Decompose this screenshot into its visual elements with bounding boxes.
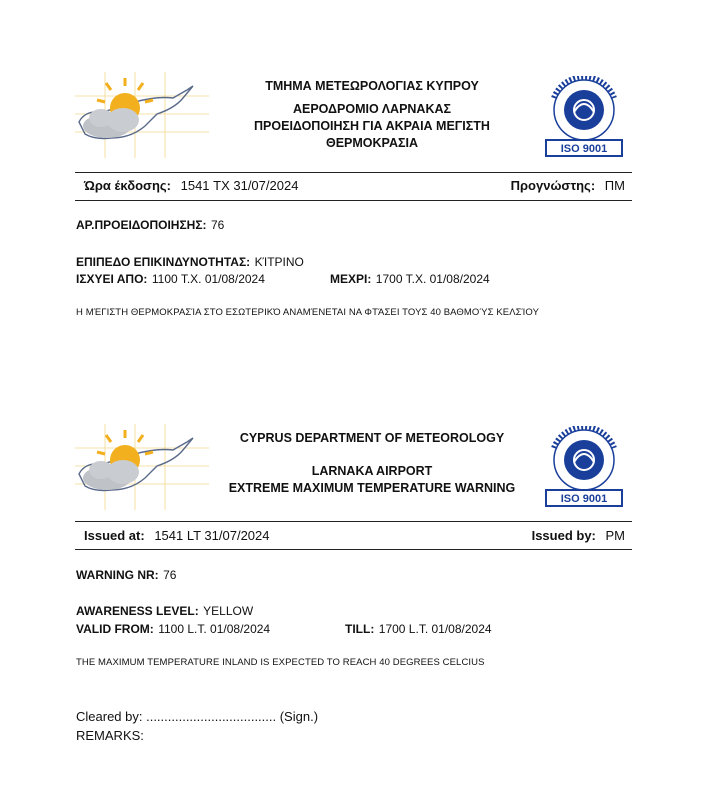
english-level-label: AWARENESS LEVEL: xyxy=(76,604,199,618)
english-header-line3: EXTREME MAXIMUM TEMPERATURE WARNING xyxy=(228,481,516,495)
iso-certification-logo-icon xyxy=(540,426,628,508)
remarks-label: REMARKS: xyxy=(76,728,144,743)
english-warning-label: WARNING NR: xyxy=(76,568,159,582)
cleared-by-line: Cleared by: .................................... (Sign.) xyxy=(76,709,319,724)
english-warning-value: 76 xyxy=(163,568,177,582)
greek-forecaster-value: ΠΜ xyxy=(604,178,625,193)
greek-forecaster-row xyxy=(511,178,625,193)
greek-issued-row xyxy=(84,178,298,193)
english-to-value: 1700 L.T. 01/08/2024 xyxy=(378,622,492,636)
english-from-label: VALID FROM: xyxy=(76,622,154,636)
english-valid-to xyxy=(345,620,492,638)
english-issued-label: Issued at: xyxy=(84,528,145,543)
divider xyxy=(75,200,632,201)
greek-from-label: ΙΣΧΥΕΙ ΑΠΟ: xyxy=(76,272,148,286)
weather-logo-icon xyxy=(75,424,209,510)
english-forecaster-row xyxy=(532,528,625,543)
english-issued-value: 1541 LT 31/07/2024 xyxy=(154,528,270,543)
divider xyxy=(75,172,632,173)
greek-forecaster-label: Προγνώστης: xyxy=(510,178,596,193)
english-header-line2: LARNAKA AIRPORT xyxy=(311,464,433,478)
english-valid-from xyxy=(76,620,270,638)
english-to-label: TILL: xyxy=(345,622,375,636)
greek-issued-value: 1541 TX 31/07/2024 xyxy=(180,178,299,193)
weather-logo-icon xyxy=(75,72,209,158)
greek-warning-label: ΑΡ.ΠΡΟΕΙΔΟΠΟΙΗΣΗΣ: xyxy=(76,218,207,232)
greek-warning-number xyxy=(76,216,224,234)
iso-certification-logo-icon xyxy=(540,76,628,158)
greek-header-line1: ΤΜΗΜΑ ΜΕΤΕΩΡΟΛΟΓΙΑΣ ΚΥΠΡΟΥ xyxy=(265,79,479,93)
english-level-value: YELLOW xyxy=(203,604,254,618)
iso-text: ISO 9001 xyxy=(560,143,608,155)
english-message: THE MAXIMUM TEMPERATURE INLAND IS EXPECTED TO REACH 40 DEGREES CELCIUS xyxy=(76,657,485,668)
greek-to-label: ΜΕΧΡΙ: xyxy=(330,272,372,286)
greek-valid-to xyxy=(330,270,490,288)
english-header xyxy=(212,430,532,497)
greek-from-value: 1100 Τ.Χ. 01/08/2024 xyxy=(151,272,265,286)
greek-header xyxy=(212,78,532,152)
greek-header-line3: ΠΡΟΕΙΔΟΠΟΙΗΣΗ ΓΙΑ ΑΚΡΑΙΑ ΜΕΓΙΣΤΗ xyxy=(254,119,490,133)
greek-message: Η ΜΈΓΙΣΤΗ ΘΕΡΜΟΚΡΑΣΊΑ ΣΤΟ ΕΣΩΤΕΡΙΚΌ ΑΝΑΜΈΝΕΤΑΙ ΝΑ ΦΤΆΣΕΙ ΤΟΥΣ 40 ΒΑΘΜΟΎΣ ΚΕΛΣΊΟΥ xyxy=(76,307,540,318)
english-warning-number xyxy=(76,566,176,584)
greek-header-line4: ΘΕΡΜΟΚΡΑΣΙΑ xyxy=(326,136,418,150)
english-forecaster-value: PM xyxy=(605,528,625,543)
english-header-line1: CYPRUS DEPARTMENT OF METEOROLOGY xyxy=(239,431,505,445)
english-level xyxy=(76,602,253,620)
english-issued-row xyxy=(84,528,270,543)
greek-level xyxy=(76,253,304,271)
greek-level-value: ΚΊΤΡΙΝΟ xyxy=(254,255,304,269)
greek-warning-value: 76 xyxy=(210,218,225,232)
greek-header-line2: ΑΕΡΟΔΡΟΜΙΟ ΛΑΡΝΑΚΑΣ xyxy=(292,102,452,116)
english-from-value: 1100 L.T. 01/08/2024 xyxy=(158,622,271,636)
greek-issued-label: Ώρα έκδοσης: xyxy=(84,178,171,193)
english-forecaster-label: Issued by: xyxy=(531,528,596,543)
iso-text: ISO 9001 xyxy=(560,493,608,505)
greek-to-value: 1700 Τ.Χ. 01/08/2024 xyxy=(375,272,490,286)
greek-level-label: ΕΠΙΠΕΔΟ ΕΠΙΚΙΝΔΥΝΟΤΗΤΑΣ: xyxy=(76,255,251,269)
divider xyxy=(75,521,632,522)
divider xyxy=(75,549,632,550)
greek-valid-from xyxy=(76,270,265,288)
